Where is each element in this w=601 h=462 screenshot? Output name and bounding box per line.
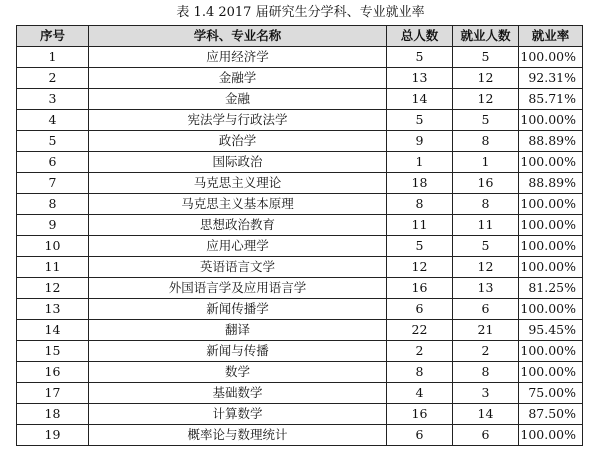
cell-major-name: 马克思主义理论 [89,173,387,194]
cell-total-count: 22 [387,320,453,341]
cell-index: 9 [17,215,89,236]
table-row [17,299,583,320]
cell-employed-count: 3 [453,383,519,404]
header-employment-rate: 就业率 [519,26,583,47]
table-row [17,425,583,446]
table-row [17,278,583,299]
cell-employed-count: 12 [453,68,519,89]
cell-total-count: 6 [387,299,453,320]
cell-index: 19 [17,425,89,446]
cell-major-name: 概率论与数理统计 [89,425,387,446]
cell-total-count: 13 [387,68,453,89]
cell-index: 17 [17,383,89,404]
header-index: 序号 [17,26,89,47]
cell-employed-count: 6 [453,299,519,320]
cell-major-name: 计算数学 [89,404,387,425]
cell-index: 10 [17,236,89,257]
cell-major-name: 国际政治 [89,152,387,173]
cell-employed-count: 16 [453,173,519,194]
cell-employment-rate: 100.00% [519,47,583,68]
cell-major-name: 翻译 [89,320,387,341]
table-body [17,47,583,446]
cell-major-name: 宪法学与行政法学 [89,110,387,131]
cell-total-count: 16 [387,404,453,425]
cell-total-count: 12 [387,257,453,278]
cell-total-count: 8 [387,362,453,383]
cell-major-name: 外国语言学及应用语言学 [89,278,387,299]
cell-employment-rate: 100.00% [519,299,583,320]
cell-total-count: 4 [387,383,453,404]
cell-employed-count: 5 [453,110,519,131]
table-row [17,215,583,236]
cell-employment-rate: 87.50% [519,404,583,425]
table-row [17,131,583,152]
cell-major-name: 金融 [89,89,387,110]
cell-employment-rate: 81.25% [519,278,583,299]
header-employed-count: 就业人数 [453,26,519,47]
table-row [17,152,583,173]
cell-employed-count: 8 [453,362,519,383]
employment-rate-table [16,25,583,446]
header-total-count: 总人数 [387,26,453,47]
cell-employed-count: 5 [453,236,519,257]
cell-total-count: 8 [387,194,453,215]
cell-total-count: 5 [387,47,453,68]
table-row [17,194,583,215]
cell-index: 2 [17,68,89,89]
cell-index: 3 [17,89,89,110]
cell-major-name: 金融学 [89,68,387,89]
table-row [17,341,583,362]
cell-major-name: 应用心理学 [89,236,387,257]
cell-employment-rate: 100.00% [519,194,583,215]
cell-total-count: 1 [387,152,453,173]
cell-total-count: 9 [387,131,453,152]
cell-employed-count: 5 [453,47,519,68]
cell-major-name: 应用经济学 [89,47,387,68]
cell-employed-count: 11 [453,215,519,236]
cell-employed-count: 13 [453,278,519,299]
cell-index: 6 [17,152,89,173]
cell-total-count: 16 [387,278,453,299]
cell-index: 11 [17,257,89,278]
cell-employed-count: 12 [453,257,519,278]
cell-index: 12 [17,278,89,299]
cell-major-name: 思想政治教育 [89,215,387,236]
cell-employment-rate: 88.89% [519,131,583,152]
cell-total-count: 11 [387,215,453,236]
table-row [17,257,583,278]
header-row [17,26,583,47]
cell-major-name: 政治学 [89,131,387,152]
cell-employed-count: 8 [453,131,519,152]
table-caption: 表 1.4 2017 届研究生分学科、专业就业率 [176,5,425,20]
cell-total-count: 14 [387,89,453,110]
cell-index: 8 [17,194,89,215]
cell-index: 15 [17,341,89,362]
cell-employment-rate: 100.00% [519,341,583,362]
cell-employment-rate: 100.00% [519,236,583,257]
cell-major-name: 基础数学 [89,383,387,404]
cell-employment-rate: 100.00% [519,425,583,446]
cell-employed-count: 1 [453,152,519,173]
cell-total-count: 18 [387,173,453,194]
cell-index: 18 [17,404,89,425]
cell-major-name: 英语语言文学 [89,257,387,278]
cell-total-count: 2 [387,341,453,362]
cell-employed-count: 21 [453,320,519,341]
header-major-name: 学科、专业名称 [89,26,387,47]
cell-employment-rate: 100.00% [519,152,583,173]
table-row [17,320,583,341]
cell-index: 16 [17,362,89,383]
cell-employed-count: 2 [453,341,519,362]
cell-employed-count: 14 [453,404,519,425]
cell-employed-count: 12 [453,89,519,110]
cell-major-name: 新闻传播学 [89,299,387,320]
cell-index: 7 [17,173,89,194]
table-row [17,89,583,110]
cell-total-count: 5 [387,236,453,257]
cell-employment-rate: 75.00% [519,383,583,404]
table-row [17,173,583,194]
cell-major-name: 数学 [89,362,387,383]
cell-employed-count: 8 [453,194,519,215]
cell-index: 1 [17,47,89,68]
table-row [17,404,583,425]
table-row [17,110,583,131]
cell-major-name: 马克思主义基本原理 [89,194,387,215]
table-row [17,383,583,404]
cell-total-count: 6 [387,425,453,446]
cell-total-count: 5 [387,110,453,131]
cell-major-name: 新闻与传播 [89,341,387,362]
cell-employment-rate: 100.00% [519,257,583,278]
cell-index: 14 [17,320,89,341]
cell-employment-rate: 100.00% [519,215,583,236]
cell-index: 13 [17,299,89,320]
cell-employment-rate: 85.71% [519,89,583,110]
table-row [17,47,583,68]
cell-index: 5 [17,131,89,152]
table-row [17,68,583,89]
cell-employment-rate: 100.00% [519,110,583,131]
cell-index: 4 [17,110,89,131]
cell-employment-rate: 95.45% [519,320,583,341]
cell-employed-count: 6 [453,425,519,446]
cell-employment-rate: 88.89% [519,173,583,194]
cell-employment-rate: 100.00% [519,362,583,383]
table-row [17,236,583,257]
cell-employment-rate: 92.31% [519,68,583,89]
table-row [17,362,583,383]
